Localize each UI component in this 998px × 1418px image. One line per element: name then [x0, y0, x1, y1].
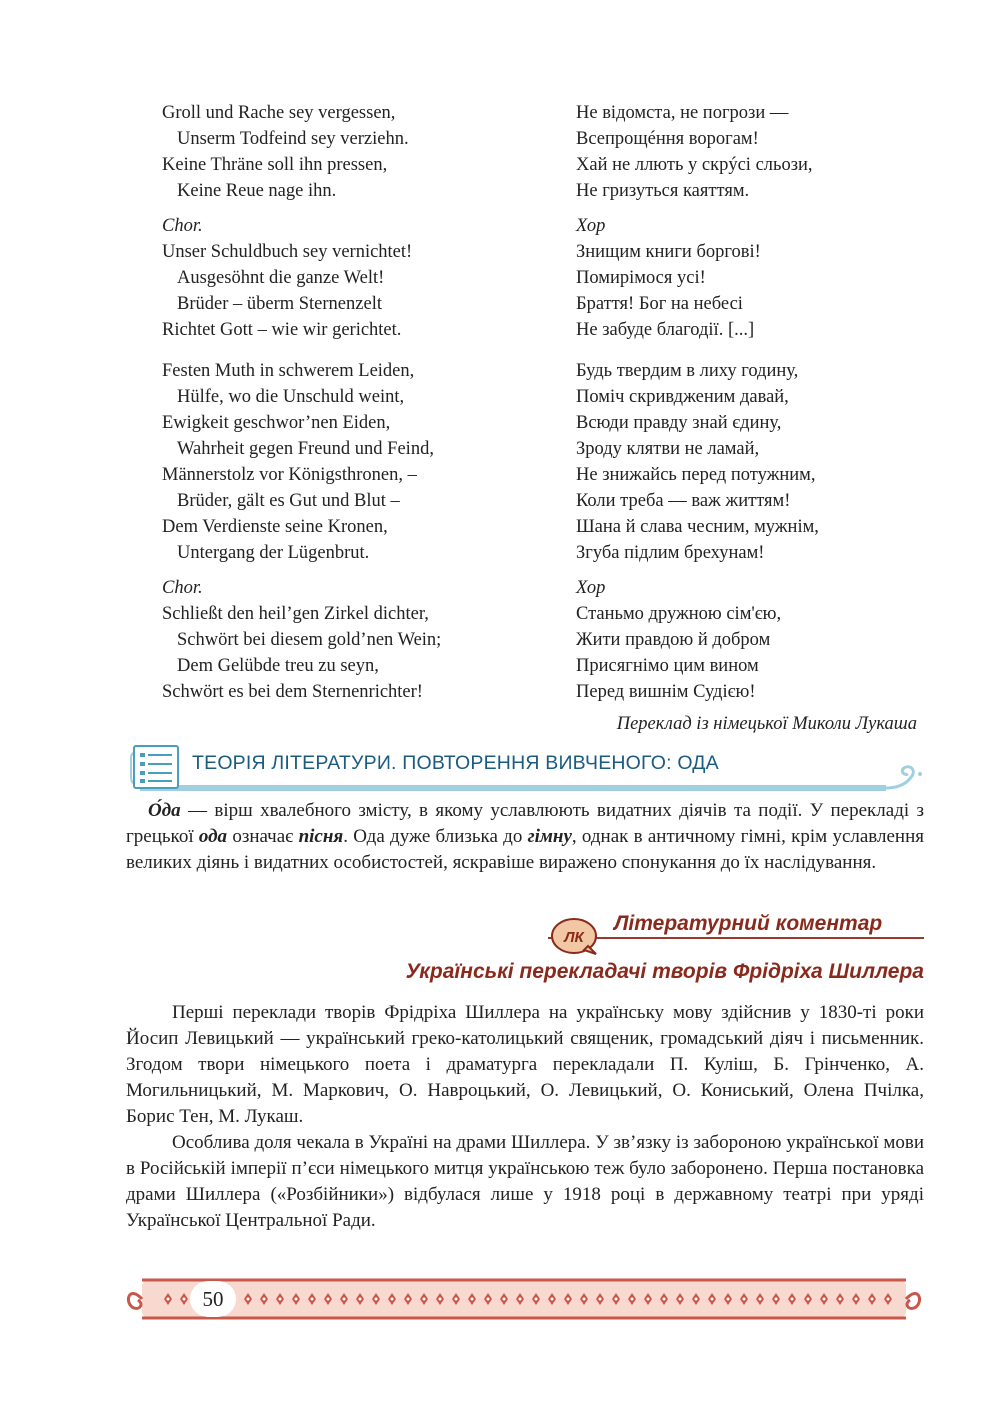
de-line: Keine Reue nage ihn. — [177, 181, 337, 201]
ornament-dot — [167, 1298, 170, 1301]
de-stanza — [162, 575, 552, 705]
ornament-dot — [599, 1298, 602, 1301]
ornament-dot — [743, 1298, 746, 1301]
ornament-dot — [823, 1298, 826, 1301]
ua-line: Жити правдою й добром — [576, 630, 771, 650]
theory-definition — [126, 798, 924, 876]
ornament-dot — [535, 1298, 538, 1301]
ua-line: Шана й слава чесним, мужнім, — [576, 517, 819, 537]
ornament-dot — [183, 1298, 186, 1301]
ornament-dot — [551, 1298, 554, 1301]
ornament-dot — [871, 1298, 874, 1301]
notes-icon — [132, 744, 180, 790]
ornament-dot — [727, 1298, 730, 1301]
de-line: Richtet Gott – wie wir gerichtet. — [162, 320, 402, 340]
de-stanza — [162, 100, 552, 204]
de-line: Keine Thräne soll ihn pressen, — [162, 155, 388, 175]
ua-line: Станьмо дружною сім'єю, — [576, 604, 782, 624]
ua-line: Всюди правду знай єдину, — [576, 413, 782, 433]
term-oda: О́да — [148, 800, 181, 821]
ornament-dot — [295, 1298, 298, 1301]
de-line: Unserm Todfeind sey verziehn. — [177, 129, 409, 149]
term-oda-2: ода — [198, 826, 228, 847]
footer-ornament — [124, 1274, 924, 1324]
ua-line: Знищим книги боргові! — [576, 242, 761, 262]
ornament-dot — [791, 1298, 794, 1301]
ornament-dot — [695, 1298, 698, 1301]
ua-line: Поміч скривдженим давай, — [576, 387, 789, 407]
term-himn: гімну — [527, 826, 572, 847]
ua-line: Коли треба — важ життям! — [576, 491, 791, 511]
page-number: 50 — [190, 1281, 236, 1317]
de-line: Hülfe, wo die Unschuld weint, — [177, 387, 405, 407]
poem-german — [162, 100, 552, 714]
ua-stanza — [576, 358, 936, 566]
ornament-dot — [391, 1298, 394, 1301]
de-stanza — [162, 213, 552, 343]
ua-line: Всепрощéння ворогам! — [576, 129, 759, 149]
ornament-dot — [487, 1298, 490, 1301]
ornament-dot — [567, 1298, 570, 1301]
commentary-badge-text: ЛК — [564, 929, 584, 946]
ua-stanza — [576, 575, 936, 705]
de-line: Brüder, gält es Gut und Blut – — [177, 491, 400, 511]
ornament-dot — [327, 1298, 330, 1301]
ornament-dot — [759, 1298, 762, 1301]
de-stanza — [162, 358, 552, 566]
article-paragraph-2: Особлива доля чекала в Україні на драми Шиллера. У зв’язку із забороною української мови в Російській імперії п’єси німецького митця українською теж було заборонено. Перша постановка драми Шиллера («Розбійники») відбулася лише у 1918 році в державному театрі при уряді Української Центральної Ради. — [126, 1132, 924, 1231]
de-chorus-label: Chor. — [162, 578, 203, 598]
ua-line: Присягнімо цим вином — [576, 656, 759, 676]
de-line: Ewigkeit geschwor’nen Eiden, — [162, 413, 391, 433]
de-line: Brüder – überm Sternenzelt — [177, 294, 382, 314]
commentary-rule — [548, 937, 924, 939]
de-line: Schwört es bei dem Sternenrichter! — [162, 682, 423, 702]
ornament-dot — [839, 1298, 842, 1301]
theory-text: — вірш хвалебного змісту, в якому уславлюють видатних діячів та події. У перекладі з грецької — [126, 800, 924, 847]
term-pisnia: пісня — [298, 826, 344, 847]
ua-line: Перед вишнім Судією! — [576, 682, 756, 702]
ornament-dot — [359, 1298, 362, 1301]
ua-line: Не знижайсь перед потужним, — [576, 465, 816, 485]
article-title: Українські перекладачі творів Фрідріха Шиллера — [405, 960, 924, 983]
ua-line: Зроду клятви не ламай, — [576, 439, 760, 459]
de-line: Untergang der Lügenbrut. — [177, 543, 370, 563]
ua-line: Не забуде благодії. [...] — [576, 320, 755, 340]
de-line: Dem Gelübde treu zu seyn, — [177, 656, 379, 676]
ua-line: Згуба підлим брехунам! — [576, 543, 765, 563]
ornament-dot — [423, 1298, 426, 1301]
ornament-dot — [263, 1298, 266, 1301]
ornament-dot — [631, 1298, 634, 1301]
ornament-dot — [279, 1298, 282, 1301]
de-line: Festen Muth in schwerem Leiden, — [162, 361, 415, 381]
theory-text: , однак в античному гімні, крім уславлення великих діянь і видатних особистостей, яскравіше виражено спонукання до їх наслідування. — [126, 826, 925, 873]
ua-stanza — [576, 100, 936, 204]
ornament-dot — [663, 1298, 666, 1301]
ua-line: Браття! Бог на небесі — [576, 294, 743, 314]
ornament-dot — [455, 1298, 458, 1301]
de-line: Groll und Rache sey vergessen, — [162, 103, 396, 123]
ornament-dot — [407, 1298, 410, 1301]
ornament-dot — [647, 1298, 650, 1301]
de-line: Unser Schuldbuch sey vernichtet! — [162, 242, 413, 262]
theory-text: означає — [227, 826, 299, 847]
ornament-dot — [887, 1298, 890, 1301]
article-paragraph-1: Перші переклади творів Фрідріха Шиллера на українську мову здійснив у 1830-ті роки Йосип Левицький — український греко-католицький священик, громадський діяч і письменник. Згодом твори німецького поета і драматурга перекладали П. Куліш, Б. Грінченко, А. Могильницький, М. Маркович, О. Навроцький, О. Левицький, О. Кониський, Олена Пчілка, Борис Тен, М. Лукаш. — [126, 1002, 924, 1127]
ornament-dot — [439, 1298, 442, 1301]
ornament-dot — [343, 1298, 346, 1301]
de-line: Ausgesöhnt die ganze Welt! — [177, 268, 385, 288]
commentary-label: Літературний коментар — [614, 912, 883, 935]
ua-line: Не гризуться каяттям. — [576, 181, 750, 201]
de-line: Dem Verdienste seine Kronen, — [162, 517, 388, 537]
ua-line: Помирімося усі! — [576, 268, 706, 288]
translation-credit: Переклад із німецької Миколи Лукаша — [616, 714, 917, 734]
ua-line: Будь твердим в лиху годину, — [576, 361, 799, 381]
de-chorus-label: Chor. — [162, 216, 203, 236]
ornament-dot — [247, 1298, 250, 1301]
ua-chorus-label: Хор — [576, 578, 606, 598]
de-line: Wahrheit gegen Freund und Feind, — [177, 439, 434, 459]
ua-line: Не відомста, не погрози — — [576, 103, 789, 123]
ornament-dot — [807, 1298, 810, 1301]
de-line: Schließt den heil’gen Zirkel dichter, — [162, 604, 429, 624]
ua-stanza — [576, 213, 936, 343]
ornament-dot — [311, 1298, 314, 1301]
de-line: Männerstolz vor Königsthronen, – — [162, 465, 417, 485]
ornament-dot — [615, 1298, 618, 1301]
ornament-dot — [471, 1298, 474, 1301]
ornament-dot — [775, 1298, 778, 1301]
ornament-dot — [519, 1298, 522, 1301]
ornament-dot — [503, 1298, 506, 1301]
ornament-dot — [679, 1298, 682, 1301]
de-line: Schwört bei diesem gold’nen Wein; — [177, 630, 442, 650]
ua-line: Хай не ллють у скрýсі сльози, — [576, 155, 813, 175]
theory-text: . Ода дуже близька до — [343, 826, 528, 847]
commentary-badge — [550, 916, 598, 956]
ornament-dot — [583, 1298, 586, 1301]
poem-ukrainian — [576, 100, 936, 714]
ua-chorus-label: Хор — [576, 216, 606, 236]
ornament-dot — [855, 1298, 858, 1301]
ornament-dot — [711, 1298, 714, 1301]
ornament-dot — [375, 1298, 378, 1301]
theory-title: ТЕОРІЯ ЛІТЕРАТУРИ. ПОВТОРЕННЯ ВИВЧЕНОГО: ОДА — [192, 752, 719, 774]
